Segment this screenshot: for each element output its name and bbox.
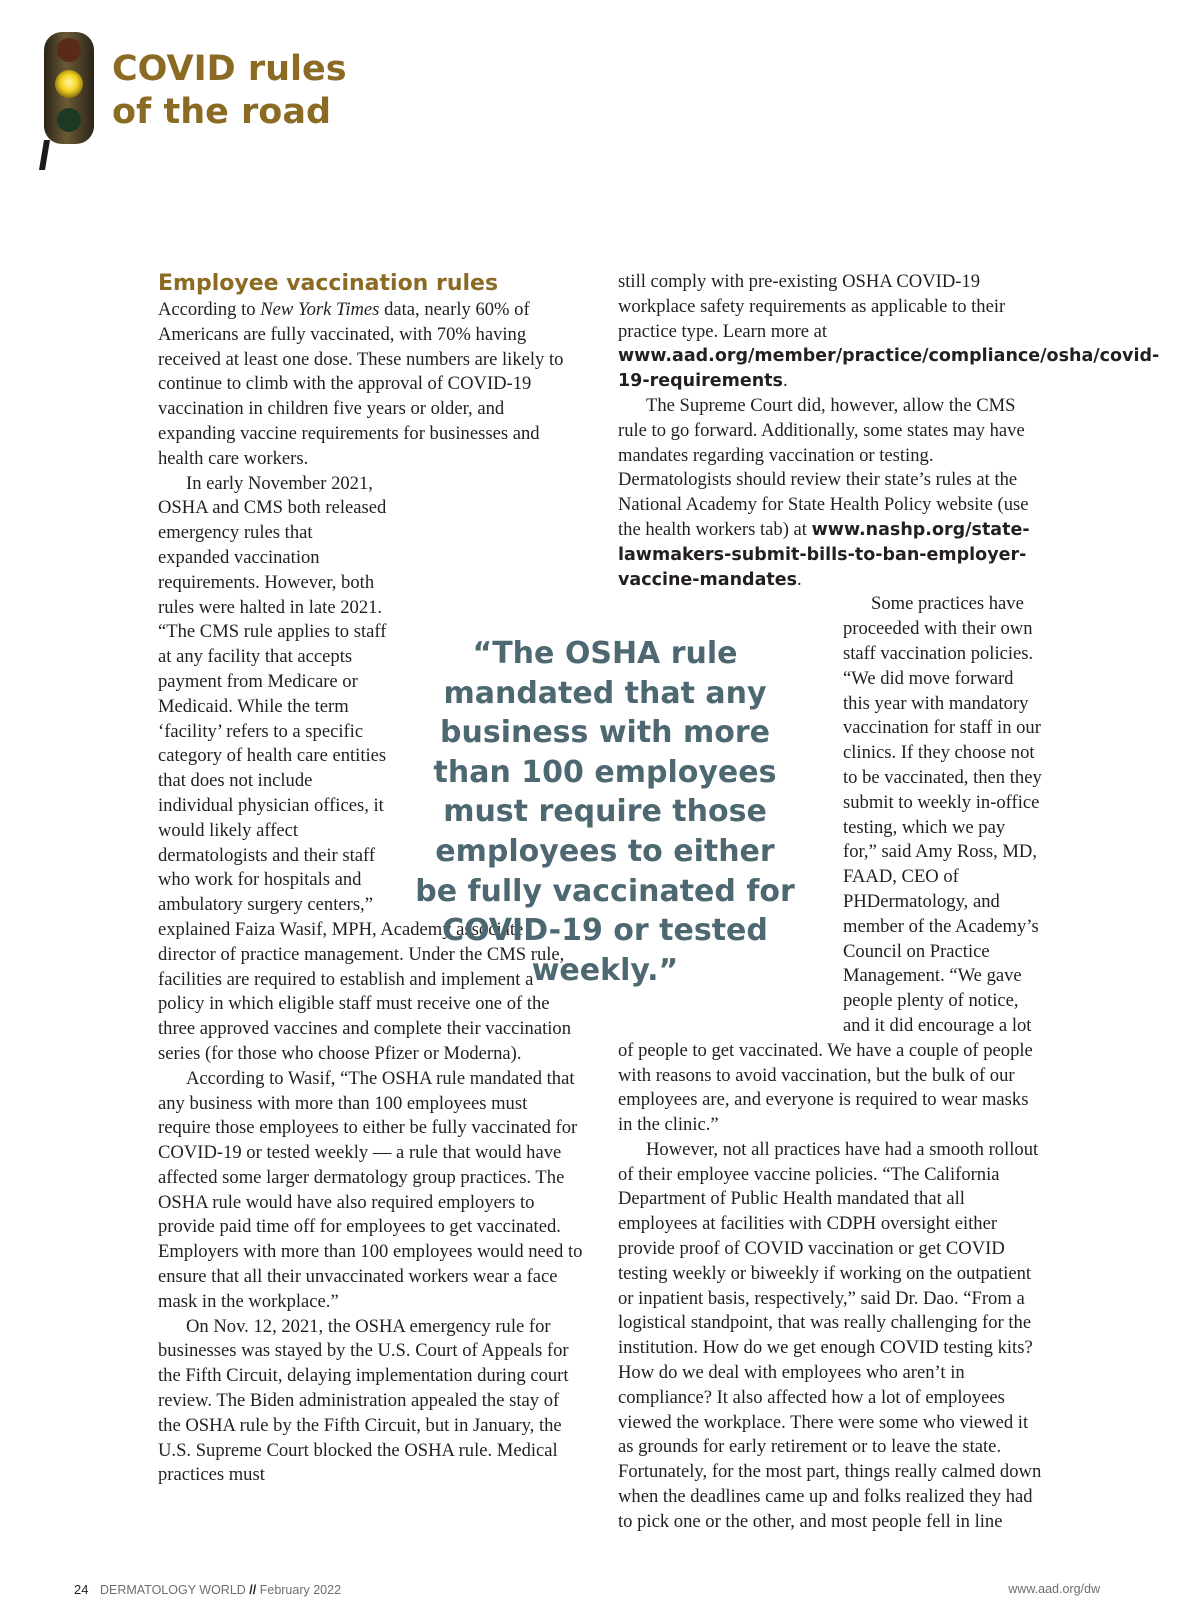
paragraph: Some practices have proceeded with their own staff vaccination policies. “We did move forward this year with mandatory vaccination for staff in our clinics. If they choose not to be vaccinated, then they submit to weekly in-office testing, which we pay for,” said Amy Ross, MD, FAAD, CEO of PHDermatology, and member of the Academy’s Council on Practice Management. “We gave people plenty of notice, and it did encourage a lot of people to get vaccinated. We have a couple of people with reasons to avoid vaccination, but the bulk of our employees are, and everyone is required to wear masks in the clinic.” [618,593,1042,1136]
title-line-1: COVID rules [112,49,347,89]
folio-separator: // [249,1583,257,1597]
page-number: 24 [74,1582,89,1597]
text: still comply with pre-existing OSHA COVID-19 workplace safety requirements as applicable to their practice type. Learn more at [618,271,1006,342]
publication-title: DERMATOLOGY WORLD [99,1583,246,1597]
page-title [112,48,347,134]
text: According to [158,299,261,320]
issue-date: February 2022 [259,1583,342,1597]
paragraph [618,394,1043,592]
section-heading: Employee vaccination rules [158,271,499,296]
text: . [797,568,802,590]
nashp-link[interactable]: www.nashp.org/state-lawmakers-submit-bills-to-ban-employer-vaccine-mandates [618,519,1030,590]
footer-website[interactable]: www.aad.org/dw [1008,1582,1100,1596]
paragraph: On Nov. 12, 2021, the OSHA emergency rule for businesses was stayed by the U.S. Court of Appeals for the Fifth Circuit, delaying implementation during court review. The Biden administration appealed the stay of the OSHA rule by the Fifth Circuit, but in January, the U.S. Supreme Court blocked the OSHA rule. Medical practices must [158,1315,569,1486]
paragraph [158,298,583,472]
paragraph: In early November 2021, OSHA and CMS both released emergency rules that expanded vaccination requirements. However, both rules were halted in late 2021. “The CMS rule applies to staff at any facility that accepts payment from Medicare or Medicaid. While the term ‘facility’ refers to a specific category of health care entities that does not include individual physician offices, it would likely affect dermatologists and their staff who work for hospitals and ambulatory surgery centers,” explained Faiza Wasif, MPH, Academy associate director of practice management. Under the CMS rule, facilities are required to establish and implement a policy in which eligible staff must receive one of the three approved vaccines and complete their vaccination series (for those who choose Pfizer or Moderna). [158,472,572,1064]
text: . [782,370,788,392]
publication-name: New York Times [260,299,380,320]
osha-link[interactable]: www.aad.org/member/practice/compliance/osha/covid-19-requirements [618,346,1160,392]
paragraph [618,270,1160,394]
pull-quote: “The OSHA rule mandated that any business with more than 100 employees must require those employees to either be fully vaccinated for COVID-19 or tested weekly.” [415,636,795,988]
text: The Supreme Court did, however, allow the CMS rule to go forward. Additionally, some states may have mandates regarding vaccination or testing. Dermatologists should review their state’s rules at the National Academy for State Health Policy website (use the health workers tab) at [618,394,1029,540]
footer-folio [74,1582,341,1597]
paragraph: According to Wasif, “The OSHA rule mandated that any business with more than 100 employees must require those employees to either be fully vaccinated for COVID-19 or tested weekly — a rule that would have affected some larger dermatology group practices. The OSHA rule would have also required employers to provide paid time off for employees to get vaccinated. Employers with more than 100 employees would need to ensure that all their unvaccinated workers wear a face mask in the workplace.” [158,1067,583,1312]
traffic-light-icon [36,28,98,170]
title-line-2: of the road [112,92,332,132]
paragraph: However, not all practices have had a smooth rollout of their employee vaccine policies. “The California Department of Public Health mandated that all employees at facilities with CDPH oversight either provide proof of COVID vaccination or get COVID testing weekly or biweekly if working on the outpatient or inpatient basis, respectively,” said Dr. Dao. “From a logistical standpoint, that was really challenging for the institution. How do we get enough COVID testing kits? How do we deal with employees who aren’t in compliance? It also affected how a lot of employees viewed the workplace. There were some who viewed it as grounds for early retirement or to leave the state. Fortunately, for the most part, things really calmed down when the deadlines came up and folks realized they had to pick one or the other, and most people fell in line [618,1138,1042,1532]
text: data, nearly 60% of Americans are fully vaccinated, with 70% having received at least one dose. These numbers are likely to continue to climb with the approval of COVID-19 vaccination in children five years or older, and expanding vaccine requirements for businesses and health care workers. [158,299,564,469]
